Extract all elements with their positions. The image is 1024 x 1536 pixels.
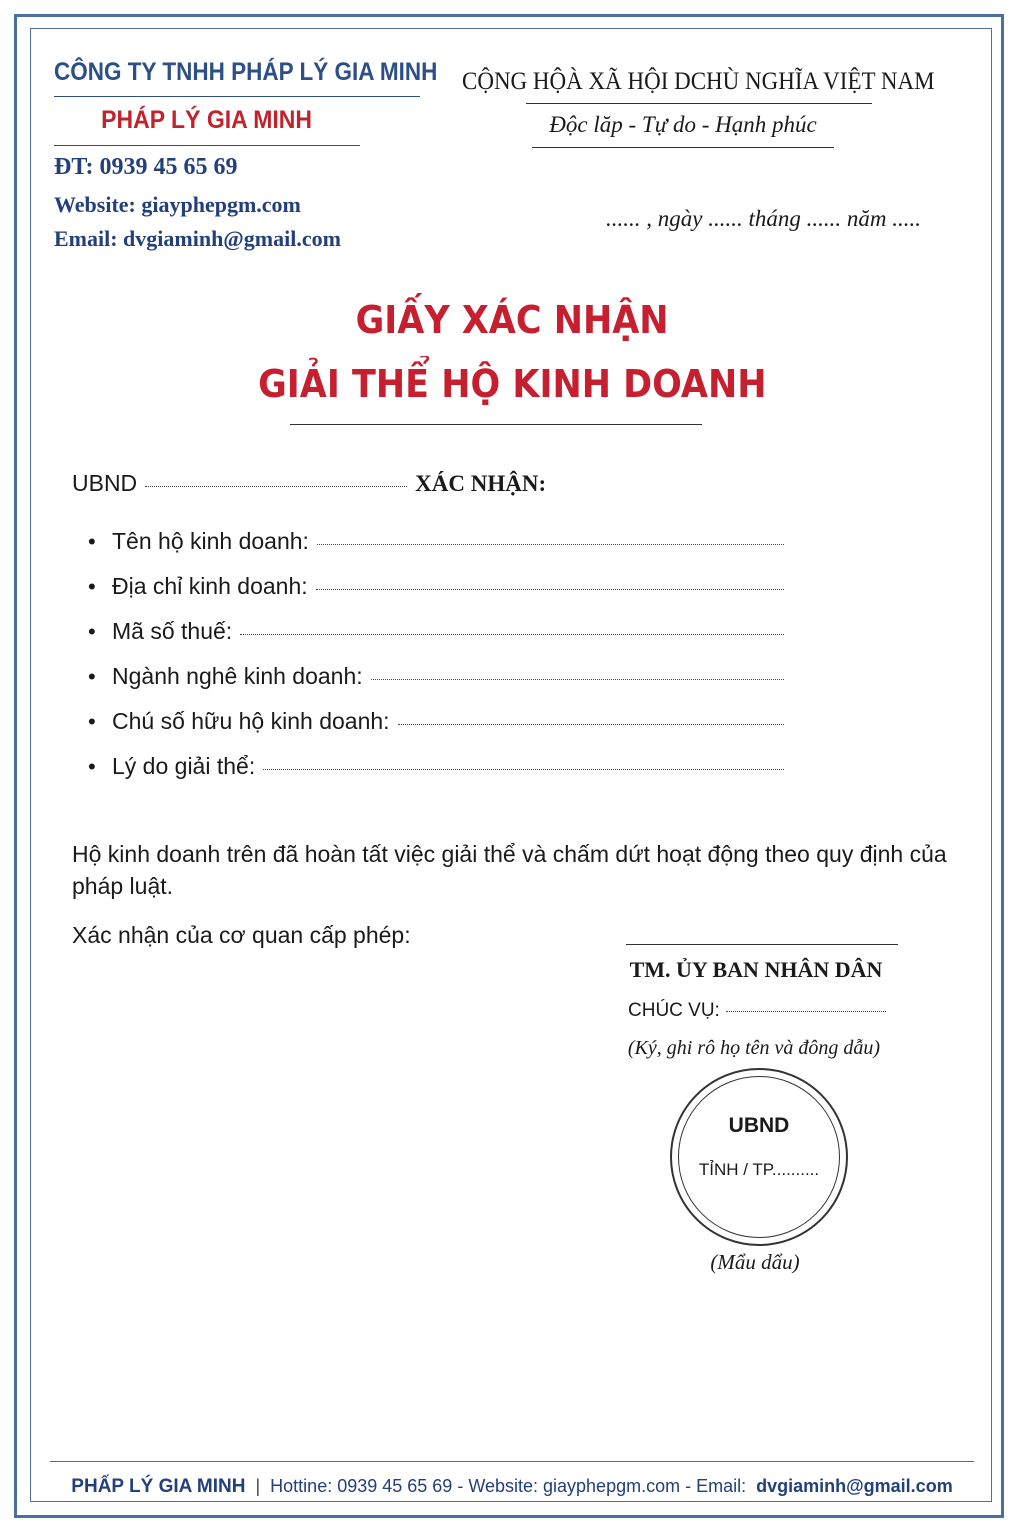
signature-title: TM. ỦY BAN NHÂN DÂN <box>629 957 883 982</box>
brand-name <box>54 106 360 135</box>
footer <box>0 1476 1024 1498</box>
signature-role-label: CHÚC VỤ: <box>628 1000 720 1021</box>
motto-underline <box>532 147 834 148</box>
fill-line[interactable] <box>317 543 784 545</box>
fill-line[interactable] <box>263 768 784 770</box>
confirm-heading: XÁC NHẬN: <box>415 471 547 496</box>
footer-separator: | <box>255 1476 261 1496</box>
footer-brand: PHẤP LÝ GIA MINH <box>71 1476 246 1497</box>
field-label: Mã số thuế: <box>112 618 233 644</box>
field-label: Địa chỉ kinh doanh: <box>112 573 308 599</box>
signature-role <box>628 1000 886 1022</box>
national-title-underline <box>526 103 872 104</box>
date-line: ...... , ngày ...... tháng ...... năm ..... <box>606 206 921 231</box>
fill-line[interactable] <box>371 678 784 680</box>
national-motto: Độc lăp - Tự do - Hạnh phúc <box>549 112 817 137</box>
footer-divider <box>50 1461 974 1462</box>
ubnd-fill-line[interactable] <box>145 485 407 487</box>
field-tax-code <box>88 618 788 663</box>
fill-line[interactable] <box>316 588 784 590</box>
company-website: Website: giayphepgm.com <box>54 192 301 217</box>
bullet: • <box>88 574 96 599</box>
company-name: CÔNG TY TNHH PHÁP LÝ GIA MINH <box>54 58 438 86</box>
seal-caption: (Mẩu dẩu) <box>710 1250 800 1274</box>
field-label: Chú số hữu hộ kinh doanh: <box>112 708 390 734</box>
dissolution-statement: Hộ kinh doanh trên đã hoàn tất việc giải thể và chấm dứt hoạt động theo quy định của pháp luật. <box>72 841 947 899</box>
brand-underline <box>54 145 360 146</box>
bullet: • <box>88 709 96 734</box>
footer-email: dvgiaminh@gmail.com <box>756 1476 953 1496</box>
fill-line[interactable] <box>240 633 784 635</box>
role-fill-line[interactable] <box>726 1010 886 1012</box>
brand-name-text: PHÁP LÝ GIA MINH <box>101 106 313 134</box>
footer-contact: Hottine: 0939 45 65 69 - Website: giayphepgm.com - Email: <box>270 1476 747 1496</box>
document-title-line-1-text: GIẤY XÁC NHẬN <box>355 298 669 342</box>
ubnd-confirm-row <box>72 470 546 497</box>
field-label: Tên hộ kinh doanh: <box>112 528 309 554</box>
seal-stamp <box>670 1068 848 1246</box>
company-underline <box>54 96 420 97</box>
seal-bottom-text: TỈNH / TP.......... <box>698 1160 820 1179</box>
field-business-name <box>88 528 788 573</box>
bullet: • <box>88 754 96 779</box>
document-title-line-2 <box>0 362 1024 406</box>
field-business-sector <box>88 663 788 708</box>
company-email: Email: dvgiaminh@gmail.com <box>54 226 341 251</box>
bullet: • <box>88 619 96 644</box>
fill-line[interactable] <box>398 723 784 725</box>
seal-top-text: UBND <box>728 1114 790 1137</box>
field-dissolution-reason <box>88 753 788 798</box>
document-title-line-1 <box>0 298 1024 342</box>
seal-inner-ring <box>678 1076 840 1238</box>
authority-confirmation-label: Xác nhận của cơ quan cấp phép: <box>72 922 411 948</box>
signature-top-line <box>626 944 898 945</box>
ubnd-label: UBND <box>72 470 138 496</box>
bullet: • <box>88 529 96 554</box>
national-title: CỘNG HỘÀ XÃ HỘI DCHÙ NGHĨA VIỆT NAM <box>462 68 935 95</box>
bullet: • <box>88 664 96 689</box>
field-label: Lý do giải thể: <box>112 753 256 779</box>
field-label: Ngành nghê kinh doanh: <box>112 663 363 689</box>
field-business-address <box>88 573 788 618</box>
signature-instruction: (Ký, ghi rô họ tên và đông dẫu) <box>627 1037 881 1059</box>
company-phone: ĐT: 0939 45 65 69 <box>54 154 238 180</box>
title-underline <box>290 424 702 425</box>
field-list <box>88 528 788 798</box>
field-owner <box>88 708 788 753</box>
document-title-line-2-text: GIẢI THỂ HỘ KINH DOANH <box>257 362 767 406</box>
